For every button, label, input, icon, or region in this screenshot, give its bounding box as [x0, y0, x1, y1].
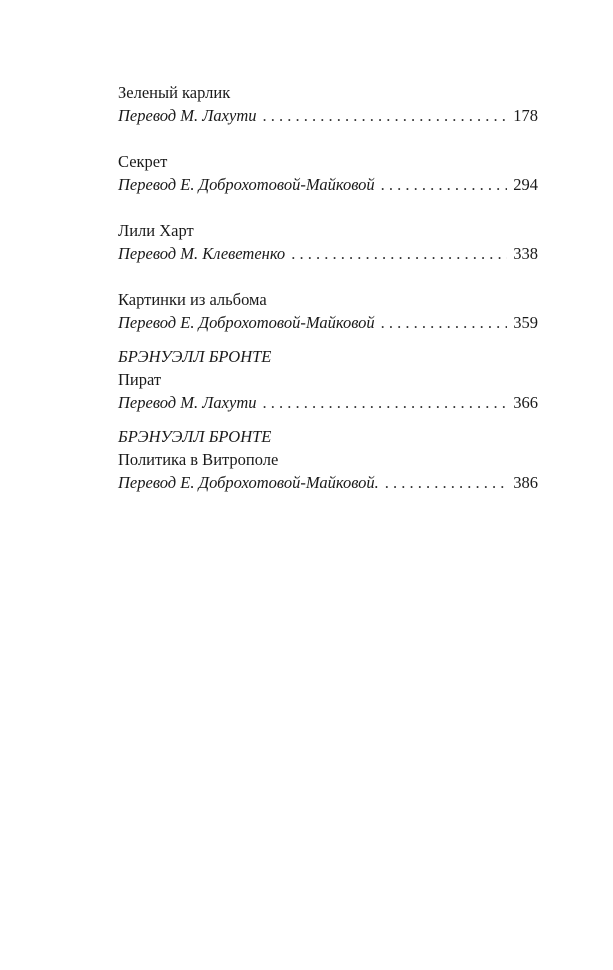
dot-leader	[381, 173, 508, 196]
spacer	[118, 414, 538, 425]
toc-entry-page-number: 386	[513, 473, 538, 492]
toc-entry-translator-line	[118, 471, 538, 494]
toc-entry-translator: Перевод М. Клеветенко	[118, 244, 286, 263]
spacer	[118, 265, 538, 288]
toc-entry	[118, 425, 538, 494]
dot-leader	[385, 471, 507, 494]
spacer	[118, 127, 538, 150]
toc-entry-page-number: 178	[513, 106, 538, 125]
toc-entry-translator: Перевод Е. Доброхотовой-Майковой	[118, 313, 375, 332]
toc-entry-title: Картинки из альбома	[118, 290, 267, 309]
toc-entry-translator: Перевод Е. Доброхотовой-Майковой.	[118, 473, 379, 492]
toc-entry-title: Секрет	[118, 152, 168, 171]
toc-entry-translator-line	[118, 391, 538, 414]
spacer	[118, 196, 538, 219]
toc-entry-translator: Перевод М. Лахути	[118, 106, 257, 125]
toc-entry-author: БРЭНУЭЛЛ БРОНТЕ	[118, 347, 272, 366]
toc-entry	[118, 288, 538, 334]
dot-leader	[263, 104, 508, 127]
toc-entry-title: Зеленый карлик	[118, 83, 231, 102]
toc-entry-page-number: 359	[513, 313, 538, 332]
toc-entry	[118, 150, 538, 196]
dot-leader	[291, 242, 507, 265]
toc-entry	[118, 219, 538, 265]
toc-entry-translator-line	[118, 104, 538, 127]
dot-leader	[263, 391, 508, 414]
toc-entry-translator: Перевод Е. Доброхотовой-Майковой	[118, 175, 375, 194]
toc-entry-title: Пират	[118, 370, 162, 389]
toc-entry-translator: Перевод М. Лахути	[118, 393, 257, 412]
toc-entry-translator-line	[118, 173, 538, 196]
toc-entry-author: БРЭНУЭЛЛ БРОНТЕ	[118, 427, 272, 446]
spacer	[118, 334, 538, 345]
dot-leader	[381, 311, 508, 334]
toc-entry-translator-line	[118, 242, 538, 265]
toc-entry-title: Лили Харт	[118, 221, 194, 240]
toc-entry-page-number: 294	[513, 175, 538, 194]
toc-entry-title: Политика в Витрополе	[118, 450, 279, 469]
toc-entry	[118, 345, 538, 414]
toc-entry-page-number: 338	[513, 244, 538, 263]
toc-entry	[118, 81, 538, 127]
table-of-contents	[118, 81, 538, 494]
toc-entry-page-number: 366	[513, 393, 538, 412]
toc-entry-translator-line	[118, 311, 538, 334]
